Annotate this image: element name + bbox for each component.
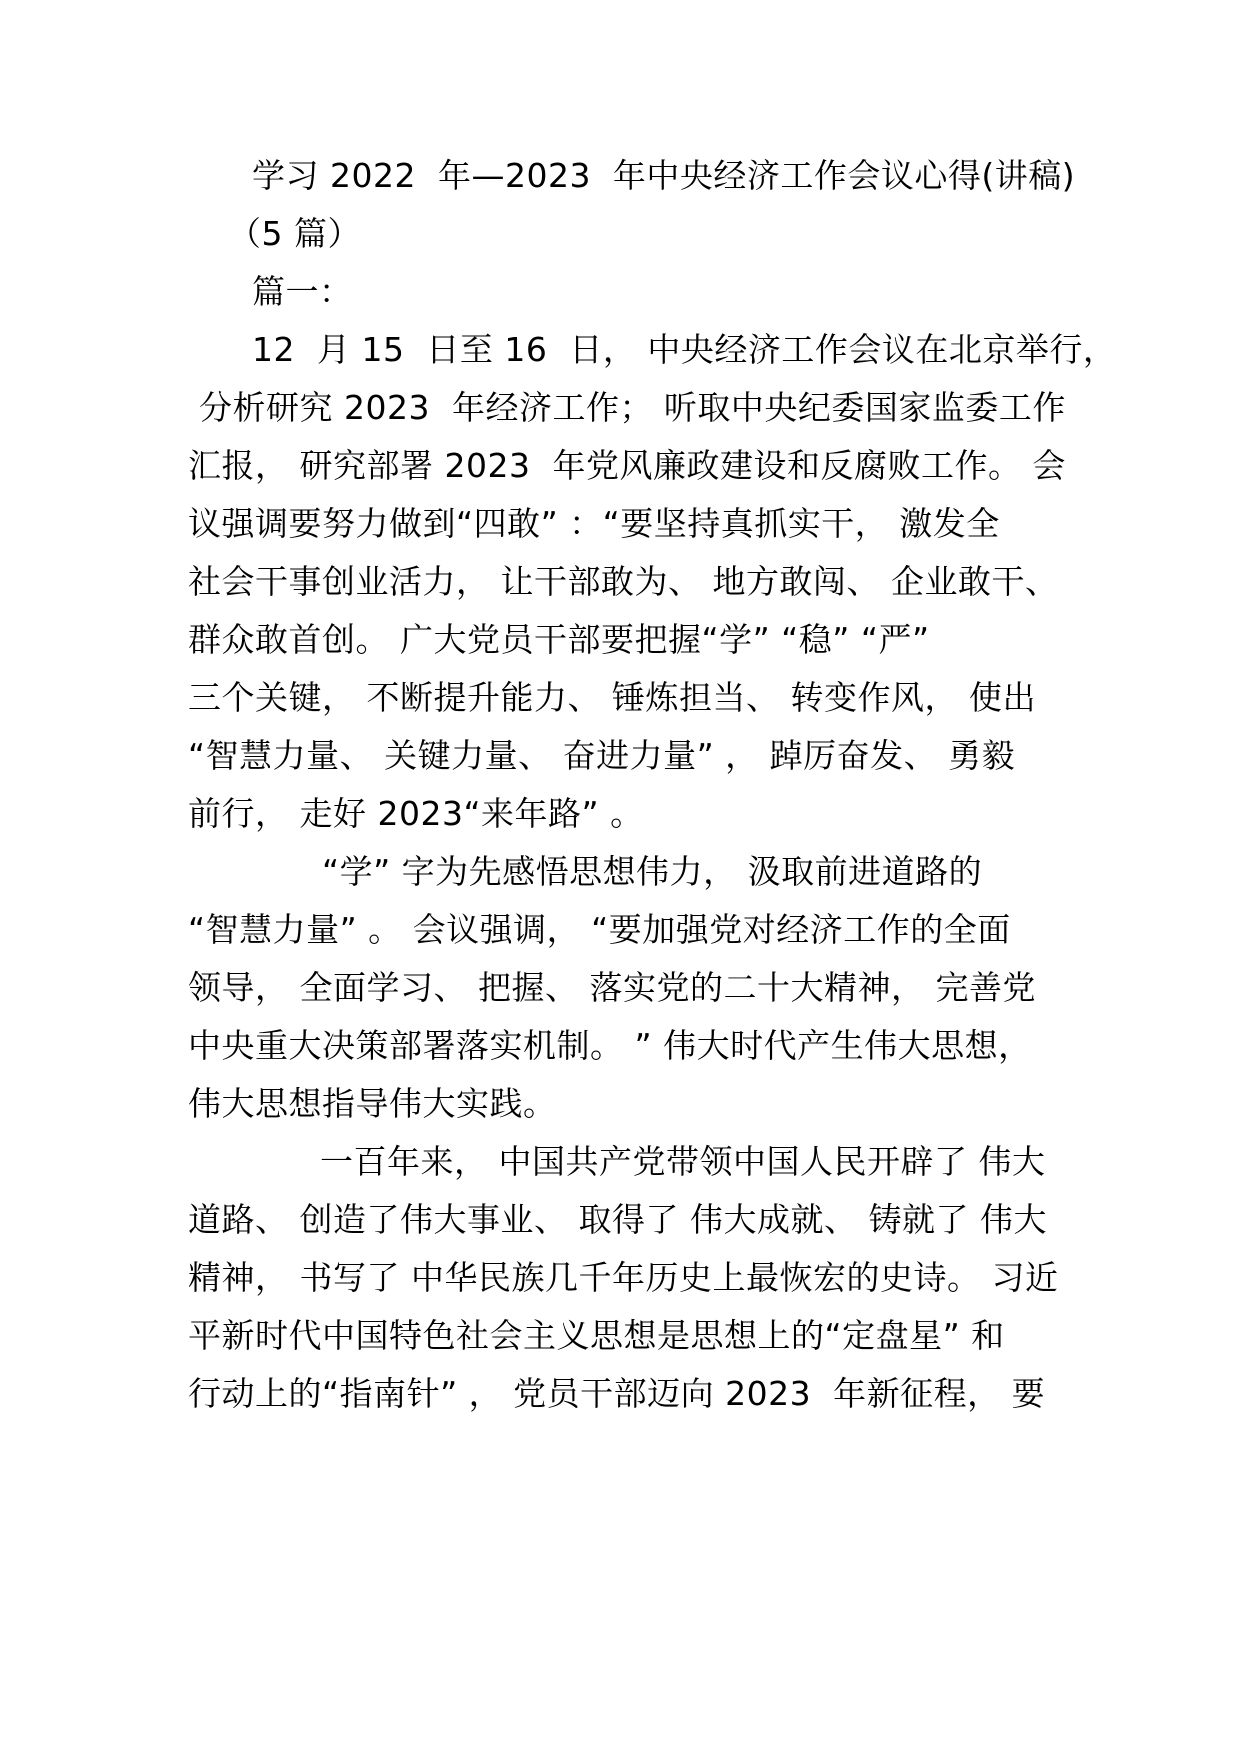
paragraph-3-line-5: 行动上的“指南针” ， 党员干部迈向 2023 年新征程， 要 <box>188 1374 1046 1413</box>
paragraph-3-line-3: 精神， 书写了 中华民族几千年历史上最恢宏的史诗。 习近 <box>188 1258 1059 1297</box>
paragraph-3-line-4: 平新时代中国特色社会主义思想是思想上的“定盘星” 和 <box>188 1316 1005 1355</box>
paragraph-2-line-5: 伟大思想指导伟大实践。 <box>188 1084 557 1123</box>
paragraph-3-line-1: 一百年来， 中国共产党带领中国人民开辟了 伟大 <box>320 1142 1046 1181</box>
paragraph-1-line-5: 社会干事创业活力， 让干部敢为、 地方敢闯、 企业敢干、 <box>188 562 1059 601</box>
paragraph-1-line-7: 三个关键， 不断提升能力、 锤炼担当、 转变作风， 使出 <box>188 678 1036 717</box>
paragraph-2-line-4: 中央重大决策部署落实机制。 ” 伟大时代产生伟大思想， <box>188 1026 1032 1065</box>
paragraph-2-line-3: 领导， 全面学习、 把握、 落实党的二十大精神， 完善党 <box>188 968 1036 1007</box>
paragraph-1-line-3: 汇报， 研究部署 2023 年党风廉政建设和反腐败工作。 会 <box>188 446 1066 485</box>
paragraph-2-line-2: “智慧力量” 。 会议强调， “要加强党对经济工作的全面 <box>188 910 1011 949</box>
paragraph-1-line-8: “智慧力量、 关键力量、 奋进力量” ， 踔厉奋发、 勇毅 <box>188 736 1016 775</box>
section-heading: 篇一： <box>252 272 353 311</box>
paragraph-1-line-1: 12 月 15 日至 16 日， 中央经济工作会议在北京举行， <box>252 330 1117 369</box>
paragraph-3-line-2: 道路、 创造了伟大事业、 取得了 伟大成就、 铸就了 伟大 <box>188 1200 1047 1239</box>
paragraph-1-line-6: 群众敢首创。 广大党员干部要把握“学” “稳” “严” <box>188 620 930 659</box>
document-title-line-2: （5 篇） <box>228 214 361 253</box>
document-title-line-1: 学习 2022 年—2023 年中央经济工作会议心得(讲稿) <box>252 156 1076 195</box>
paragraph-1-line-4: 议强调要努力做到“四敢” ：“要坚持真抓实干， 激发全 <box>188 504 1000 543</box>
paragraph-2-line-1: “学” 字为先感悟思想伟力， 汲取前进道路的 <box>322 852 983 891</box>
paragraph-1-line-9: 前行， 走好 2023“来年路” 。 <box>188 794 644 833</box>
paragraph-1-line-2: 分析研究 2023 年经济工作； 听取中央纪委国家监委工作 <box>188 388 1066 427</box>
